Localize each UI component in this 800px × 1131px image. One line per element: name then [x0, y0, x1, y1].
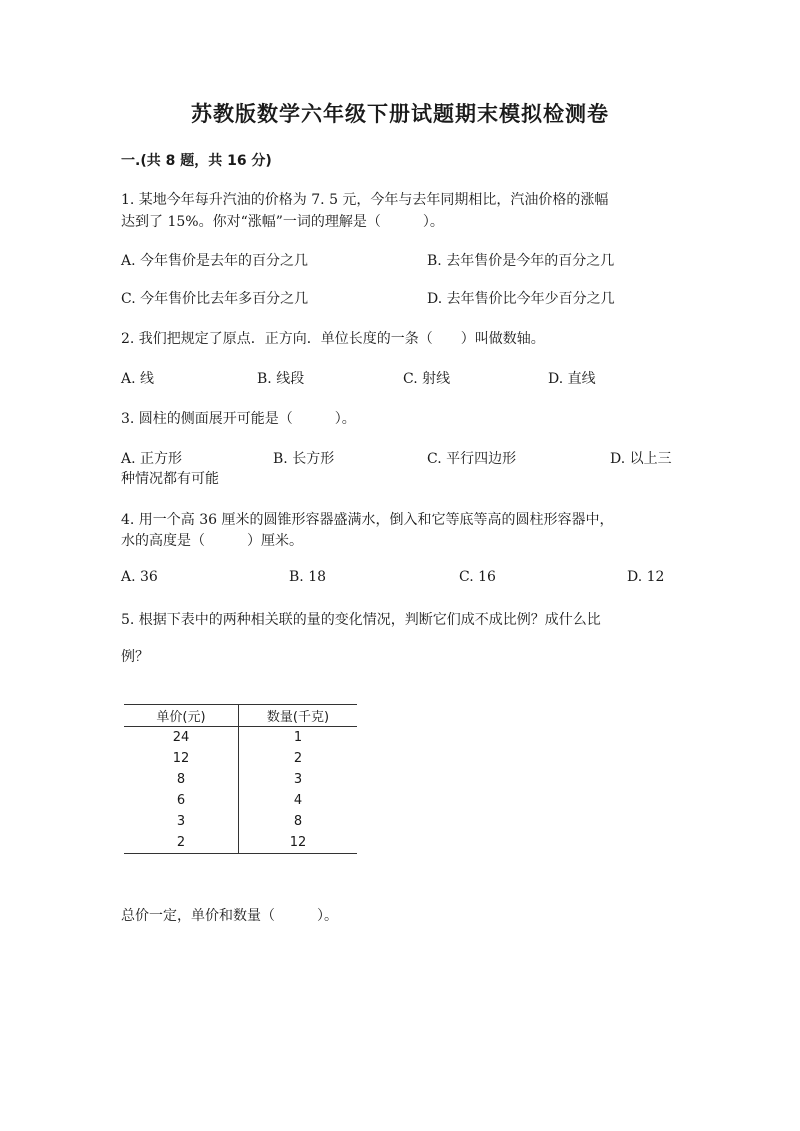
table-cell-quantity: 4 — [293, 793, 303, 808]
table-cell-quantity: 2 — [293, 751, 303, 766]
question-4-option-a: A. 36 — [121, 569, 158, 585]
table-cell-unit-price: 3 — [124, 811, 239, 832]
question-5-line-1: 5. 根据下表中的两种相关联的量的变化情况，判断它们成不成比例？成什么比 — [121, 612, 601, 628]
table-cell-unit-price: 6 — [124, 790, 239, 811]
table-cell-unit-price: 8 — [124, 769, 239, 790]
question-4-option-d: D. 12 — [627, 569, 665, 585]
question-1-option-c: C. 今年售价比去年多百分之几 — [121, 291, 309, 307]
question-4-option-b: B. 18 — [289, 569, 327, 585]
table-header-unit-price: 单价(元) — [124, 705, 239, 727]
question-5-line-2: 例？ — [121, 649, 149, 665]
question-3-option-d-wrap: 种情况都有可能 — [121, 471, 219, 487]
question-5-answer-line: 总价一定，单价和数量（ ）。 — [121, 908, 338, 924]
table-cell-quantity: 8 — [293, 814, 303, 829]
table-header-row — [124, 705, 357, 727]
table-cell-unit-price: 24 — [124, 727, 239, 749]
table-cell-quantity: 3 — [293, 772, 303, 787]
question-4-option-c: C. 16 — [459, 569, 496, 585]
question-4-line-2: 水的高度是（ ）厘米。 — [121, 533, 303, 549]
table-row — [124, 748, 357, 769]
question-3-option-b: B. 长方形 — [273, 451, 335, 467]
table-row — [124, 832, 357, 854]
table-row — [124, 769, 357, 790]
question-3-option-c: C. 平行四边形 — [427, 451, 517, 467]
table-cell-unit-price: 2 — [124, 832, 239, 854]
table-cell-quantity: 1 — [293, 730, 303, 745]
question-1-option-b: B. 去年售价是今年的百分之几 — [427, 253, 615, 269]
question-1-option-a: A. 今年售价是去年的百分之几 — [121, 253, 309, 269]
table-cell-unit-price: 12 — [124, 748, 239, 769]
table-row — [124, 790, 357, 811]
question-3-text: 3. 圆柱的侧面展开可能是（ ）。 — [121, 411, 356, 427]
question-1-line-2: 达到了 15%。你对“涨幅”一词的理解是（ ）。 — [121, 214, 444, 230]
price-quantity-table — [124, 704, 357, 854]
section-header: 一.(共 8 题，共 16 分) — [121, 153, 272, 169]
table-header-quantity: 数量(千克) — [239, 705, 358, 727]
question-2-option-a: A. 线 — [121, 371, 155, 387]
page-title: 苏教版数学六年级下册试题期末模拟检测卷 — [191, 102, 609, 126]
question-4-line-1: 4. 用一个高 36 厘米的圆锥形容器盛满水，倒入和它等底等高的圆柱形容器中， — [121, 512, 614, 528]
question-3-option-d: D. 以上三 — [610, 451, 672, 467]
table-row — [124, 727, 357, 749]
question-2-option-c: C. 射线 — [403, 371, 451, 387]
question-2-option-b: B. 线段 — [257, 371, 305, 387]
question-1-option-d: D. 去年售价比今年少百分之几 — [427, 291, 615, 307]
question-3-option-a: A. 正方形 — [121, 451, 183, 467]
table-row — [124, 811, 357, 832]
question-2-text: 2. 我们把规定了原点．正方向．单位长度的一条（ ）叫做数轴。 — [121, 331, 545, 347]
question-1-line-1: 1. 某地今年每升汽油的价格为 7. 5 元，今年与去年同期相比，汽油价格的涨幅 — [121, 192, 609, 208]
table-cell-quantity: 12 — [239, 832, 358, 854]
question-2-option-d: D. 直线 — [548, 371, 596, 387]
